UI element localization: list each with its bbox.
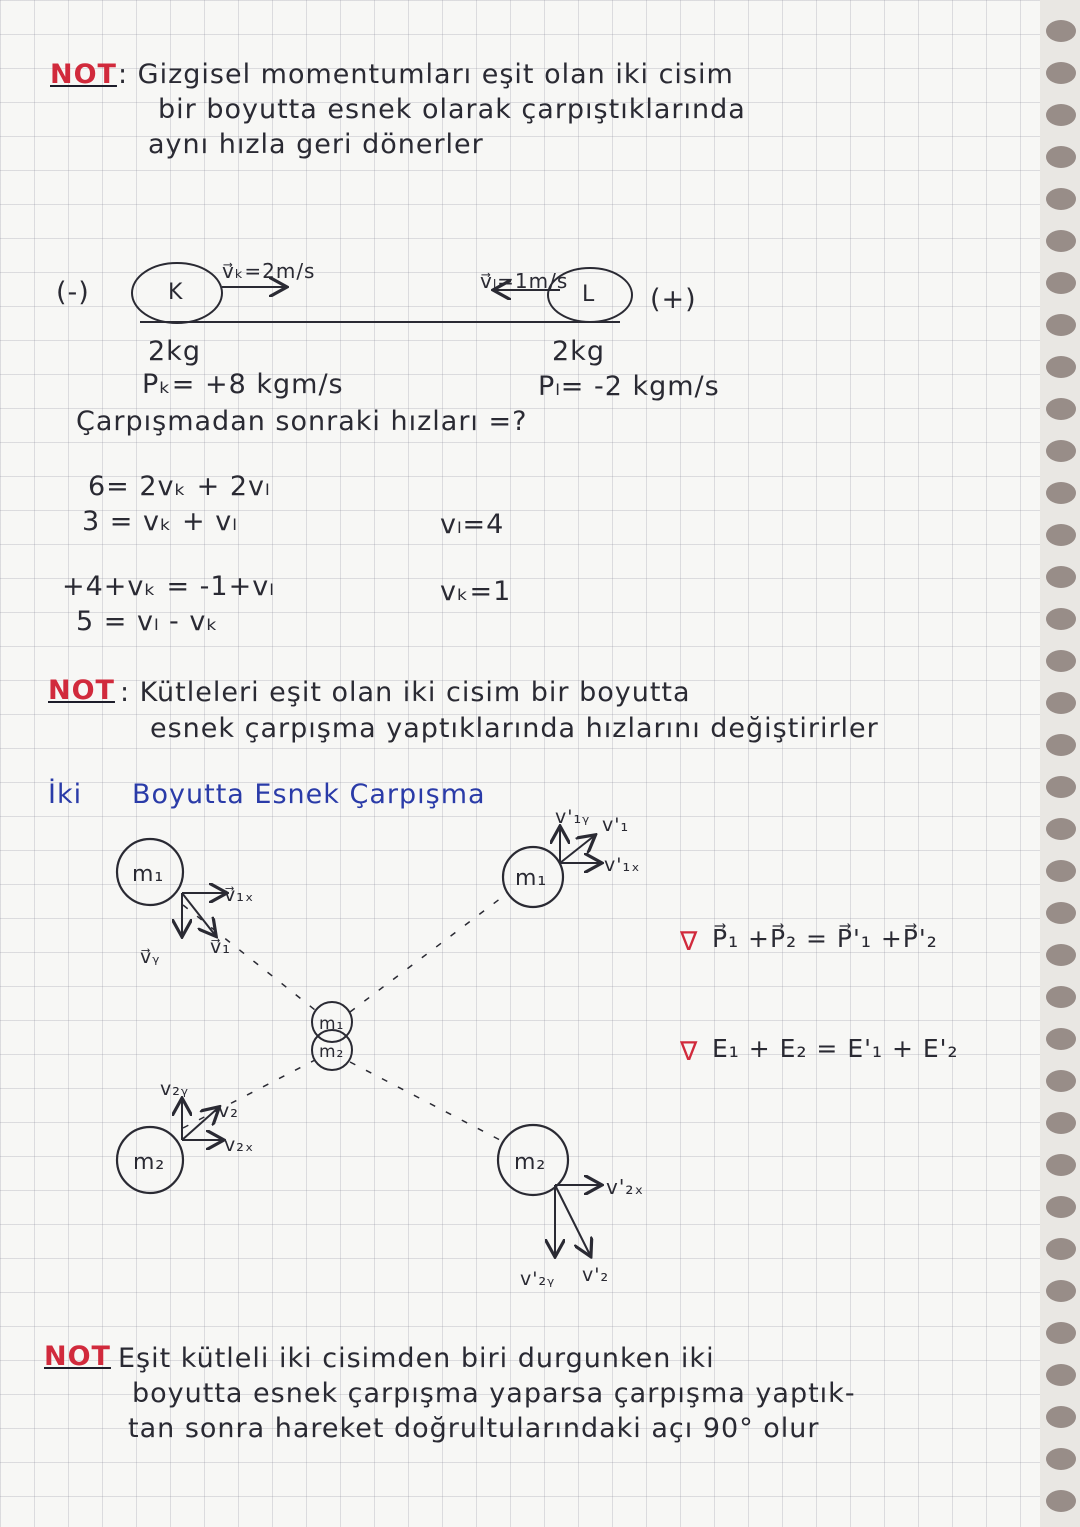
m1-before-label: m₁ — [132, 862, 165, 887]
v1x-after-label: v'₁ₓ — [604, 854, 641, 876]
momentum-l: Pₗ= -2 kgm/s — [538, 371, 720, 402]
equation-2: 3 = vₖ + vₗ — [82, 506, 238, 537]
negative-direction-label: (-) — [56, 277, 90, 308]
note-1-line-3: aynı hızla geri dönerler — [148, 129, 484, 160]
momentum-conservation: P⃗₁ +P⃗₂ = P⃗'₁ +P⃗'₂ — [712, 924, 938, 953]
v-k-label: v⃗ₖ=2m/s — [222, 259, 316, 283]
note-3-line-2: boyutta esnek çarpışma yaparsa çarpışma yaptık- — [132, 1378, 856, 1409]
note-1-line-1: : Gizgisel momentumları eşit olan iki cisim — [118, 59, 734, 90]
equation-3: +4+vₖ = -1+vₗ — [62, 571, 275, 602]
note-2-line-2: esnek çarpışma yaptıklarında hızlarını değiştirirler — [150, 713, 879, 744]
note-2-line-1: : Kütleleri eşit olan iki cisim bir boyutta — [120, 677, 691, 708]
v1y-label: v⃗ᵧ — [140, 946, 161, 968]
energy-conservation: E₁ + E₂ = E'₁ + E'₂ — [712, 1034, 959, 1063]
question: Çarpışmadan sonraki hızları =? — [76, 406, 528, 437]
notebook-spiral — [1040, 0, 1080, 1527]
body-l-label: L — [582, 282, 596, 307]
collision-m1-label: m₁ — [319, 1014, 345, 1034]
body-k-label: K — [168, 280, 184, 305]
note-3-line-1: Eşit kütleli iki cisimden biri durgunken iki — [118, 1343, 715, 1374]
v1x-label: v⃗₁ₓ — [224, 884, 255, 906]
m2-path-after — [350, 1062, 500, 1140]
v2x-after-label: v'₂ₓ — [606, 1175, 645, 1199]
v2y-after-label: v'₂ᵧ — [520, 1268, 556, 1290]
m1-path-after — [350, 895, 505, 1012]
note-3-line-3: tan sonra hareket doğrultularındaki açı 90° olur — [128, 1413, 820, 1444]
section-2-title: Boyutta Esnek Çarpışma — [132, 779, 486, 810]
mass-l: 2kg — [552, 336, 605, 367]
m2-path-before — [183, 1060, 315, 1128]
m2-before-label: m₂ — [133, 1150, 166, 1175]
v2y-label: v₂ᵧ — [160, 1078, 189, 1100]
v2x-label: v₂ₓ — [224, 1134, 255, 1156]
svg-text:∇: ∇ — [680, 1037, 698, 1067]
note-1-line-2: bir boyutta esnek olarak çarpıştıklarında — [158, 94, 746, 125]
result-v-l: vₗ=4 — [440, 509, 505, 540]
svg-text:∇: ∇ — [680, 927, 698, 957]
positive-direction-label: (+) — [650, 284, 697, 315]
mass-k: 2kg — [148, 336, 201, 367]
section-2-prefix: İki — [48, 779, 83, 810]
note-3-label: NOT — [44, 1341, 111, 1372]
v-l-label: v⃗ₗ=1m/s — [480, 269, 569, 293]
note-1-label: NOT — [50, 59, 117, 90]
equation-4: 5 = vₗ - vₖ — [76, 606, 219, 637]
result-v-k: vₖ=1 — [440, 576, 512, 607]
v1y-after-label: v'₁ᵧ — [555, 806, 591, 828]
momentum-k: Pₖ= +8 kgm/s — [142, 369, 344, 400]
equation-1: 6= 2vₖ + 2vₗ — [88, 471, 271, 502]
m1-after-label: m₁ — [515, 866, 548, 891]
note-2-label: NOT — [48, 675, 115, 706]
v1-label: v⃗₁ — [210, 936, 231, 958]
m2-after-label: m₂ — [514, 1150, 547, 1175]
v1-after-label: v'₁ — [602, 814, 630, 836]
v2-after-label: v'₂ — [582, 1264, 610, 1286]
v2-label: v₂ — [218, 1100, 239, 1122]
collision-m2-label: m₂ — [319, 1042, 345, 1062]
